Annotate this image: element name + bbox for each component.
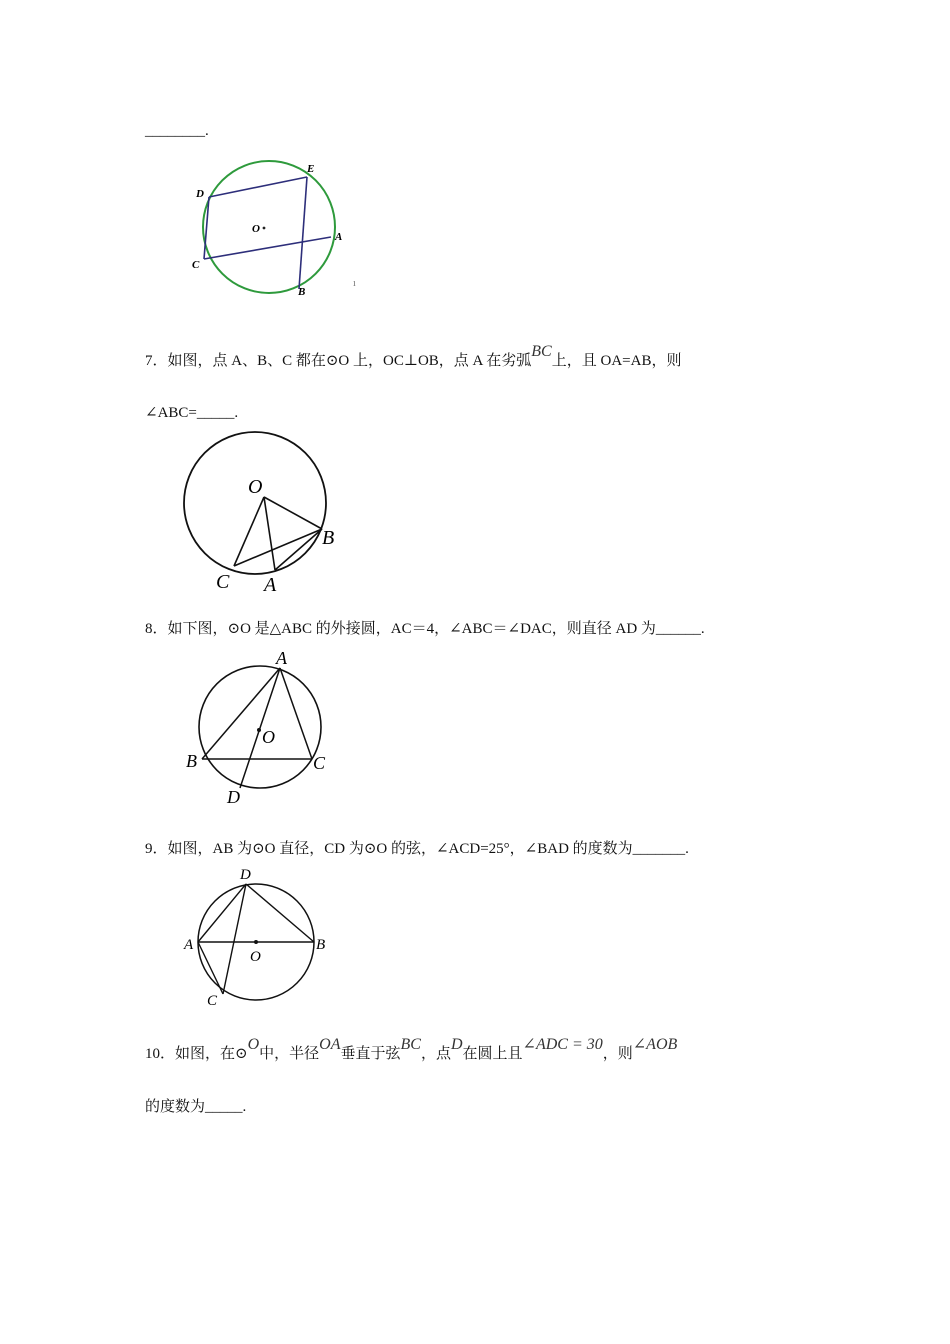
q7-text-part-1: 7．如图，点 A、B、C 都在⊙O 上，OC⊥OB，点 A 在劣弧 — [145, 353, 532, 369]
q10-text-3: 垂直于弦 — [340, 1046, 401, 1062]
fig7-segment-OB — [264, 497, 322, 529]
q7-text-part-2: 上，且 OA=AB，则 — [551, 353, 682, 369]
fig6-label-D: D — [196, 188, 204, 200]
fig7-label-B: B — [322, 527, 335, 549]
stray-mark: ı — [353, 278, 356, 289]
q10-math-angle-AOB: ∠AOB — [632, 1036, 678, 1053]
fig8-label-A: A — [276, 648, 287, 668]
question-9: 9．如图，AB 为⊙O 直径，CD 为⊙O 的弦，∠ACD=25°，∠BAD 的度数为_______. — [145, 841, 689, 857]
fig9-label-B: B — [316, 937, 326, 953]
fig9-label-D: D — [240, 867, 251, 883]
fig9-label-C: C — [207, 993, 218, 1009]
fig6-label-B: B — [298, 286, 306, 298]
figure-q8 — [180, 645, 340, 810]
previous-answer-blank: ________. — [145, 123, 209, 139]
q10-math-O: O — [247, 1036, 260, 1053]
fig7-segment-OA — [264, 497, 275, 570]
fig8-label-D: D — [227, 787, 240, 807]
q10-math-angle-ADC: ∠ADC = 30 — [522, 1036, 603, 1053]
figure-q9 — [180, 863, 340, 1013]
fig9-segment-DB — [246, 884, 314, 942]
fig6-chord-CA — [204, 237, 331, 259]
fig6-circle — [203, 161, 335, 293]
fig8-center-point — [257, 728, 261, 732]
fig6-label-E: E — [307, 163, 315, 175]
fig9-segment-AC — [198, 942, 223, 994]
question-10-line-1 — [145, 1036, 678, 1065]
fig7-label-A: A — [264, 574, 277, 596]
question-7-line-1 — [145, 343, 682, 372]
q10-math-BC: BC — [400, 1036, 421, 1053]
fig8-segment-AC — [280, 668, 312, 759]
q10-math-D: D — [450, 1036, 463, 1053]
q10-text-5: 在圆上且 — [462, 1046, 523, 1062]
fig6-label-O: O — [252, 223, 260, 235]
fig8-label-O: O — [262, 727, 275, 747]
question-10-line-2: 的度数为_____. — [145, 1099, 247, 1115]
fig6-label-A: A — [335, 231, 343, 243]
q10-text-2: 中，半径 — [259, 1046, 320, 1062]
fig6-label-C: C — [192, 259, 200, 271]
fig7-segment-AB — [275, 529, 322, 570]
q7-arc-BC: BC — [531, 343, 552, 360]
q10-text-1: 10．如图，在⊙ — [145, 1046, 248, 1062]
fig9-chord-DC — [223, 884, 246, 994]
fig7-circle — [184, 432, 326, 574]
fig9-label-O: O — [250, 949, 261, 965]
fig7-label-C: C — [216, 571, 230, 593]
fig9-label-A: A — [184, 937, 194, 953]
fig6-center-point — [263, 227, 266, 230]
fig8-label-C: C — [313, 753, 326, 773]
fig6-chord-EB — [299, 177, 307, 289]
fig8-label-B: B — [186, 751, 197, 771]
q10-text-4: ，点 — [420, 1046, 451, 1062]
figure-q6 — [190, 155, 365, 300]
fig9-center-point — [254, 940, 258, 944]
q10-text-6: ，则 — [602, 1046, 633, 1062]
q10-math-OA: OA — [319, 1036, 341, 1053]
question-8: 8．如下图，⊙O 是△ABC 的外接圆，AC＝4，∠ABC＝∠DAC，则直径 AD 为______. — [145, 621, 705, 637]
fig7-label-O: O — [248, 476, 263, 498]
figure-q7 — [180, 425, 345, 600]
question-7-line-2: ∠ABC=_____. — [145, 405, 239, 421]
